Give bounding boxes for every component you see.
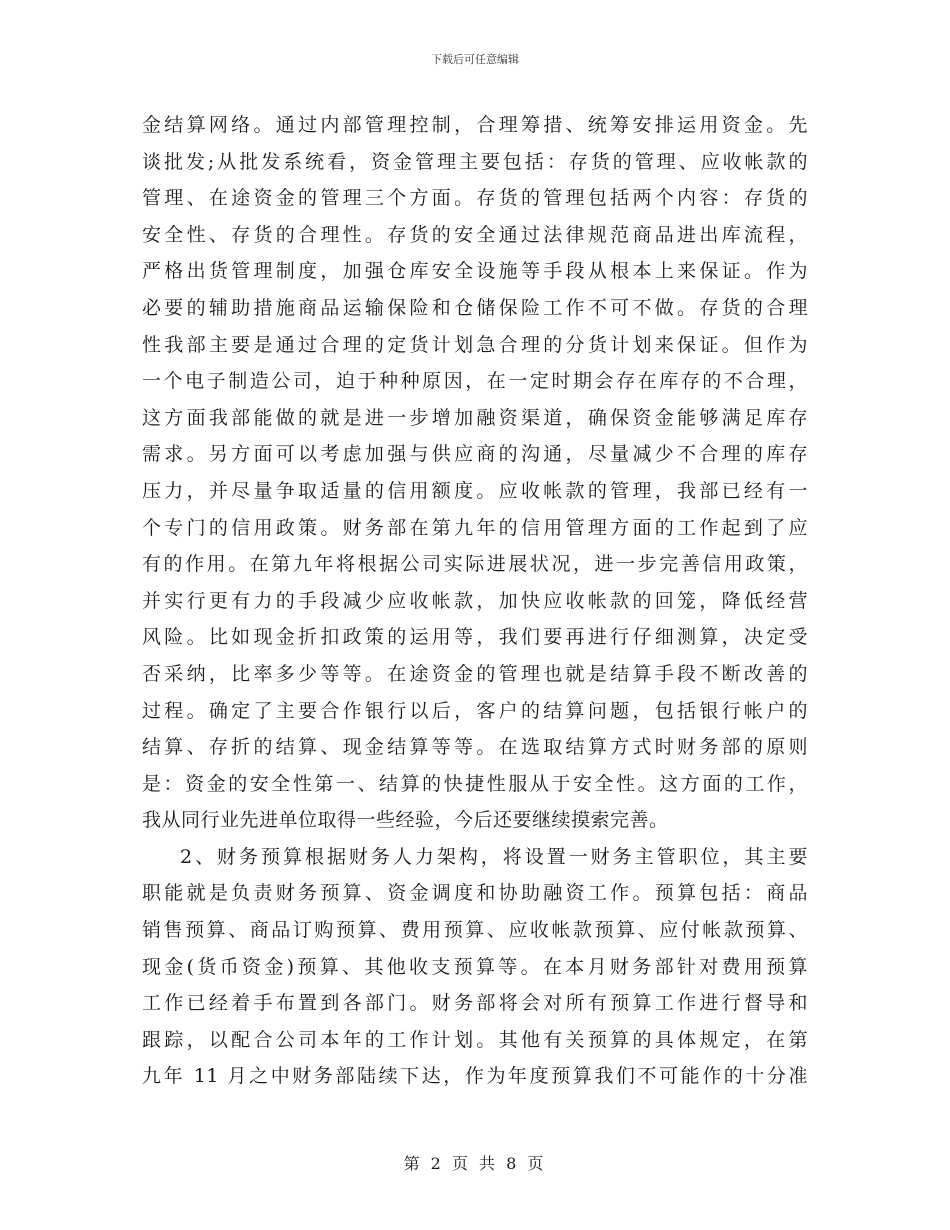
text-line: 跟踪，以配合公司本年的工作计划。其他有关预算的具体规定，在第	[142, 1028, 808, 1051]
text-line: 并实行更有力的手段减少应收帐款，加快应收帐款的回笼，降低经营	[142, 589, 808, 612]
text-line: 有的作用。在第九年将根据公司实际进展状况，进一步完善信用政策，	[142, 553, 808, 576]
text-line: 过程。确定了主要合作银行以后，客户的结算问题，包括银行帐户的	[142, 699, 808, 722]
text-line: 是：资金的安全性第一、结算的快捷性服从于安全性。这方面的工作，	[142, 772, 808, 795]
text-line: 一个电子制造公司，迫于种种原因，在一定时期会存在库存的不合理，	[142, 370, 808, 393]
text-line: 个专门的信用政策。财务部在第九年的信用管理方面的工作起到了应	[142, 516, 808, 539]
text-line: 管理、在途资金的管理三个方面。存货的管理包括两个内容：存货的	[142, 187, 808, 210]
text-line: 压力，并尽量争取适量的信用额度。应收帐款的管理，我部已经有一	[142, 479, 808, 502]
document-body	[142, 107, 808, 1095]
page-header-note: 下载后可任意编辑	[431, 53, 519, 66]
text-line: 职能就是负责财务预算、资金调度和协助融资工作。预算包括：商品	[142, 882, 808, 905]
text-line: 安全性、存货的合理性。存货的安全通过法律规范商品进出库流程，	[142, 223, 808, 246]
text-line: 工作已经着手布置到各部门。财务部将会对所有预算工作进行督导和	[142, 992, 808, 1015]
text-line: 现金(货币资金)预算、其他收支预算等。在本月财务部针对费用预算	[142, 955, 808, 978]
paragraph-end-line: 我从同行业先进单位取得一些经验，今后还要继续摸索完善。	[142, 809, 669, 832]
page-number: 第 2 页 共 8 页	[403, 1154, 547, 1173]
text-line: 性我部主要是通过合理的定货计划急合理的分货计划来保证。但作为	[142, 333, 808, 356]
text-line: 谈批发;从批发系统看，资金管理主要包括：存货的管理、应收帐款的	[142, 150, 808, 173]
text-line: 销售预算、商品订购预算、费用预算、应收帐款预算、应付帐款预算、	[142, 919, 808, 942]
text-line: 否采纳，比率多少等等。在途资金的管理也就是结算手段不断改善的	[142, 662, 808, 685]
text-line: 严格出货管理制度，加强仓库安全设施等手段从根本上来保证。作为	[142, 260, 808, 283]
text-line: 风险。比如现金折扣政策的运用等，我们要再进行仔细测算，决定受	[142, 626, 808, 649]
text-line: 需求。另方面可以考虑加强与供应商的沟通，尽量减少不合理的库存	[142, 443, 808, 466]
text-line: 结算、存折的结算、现金结算等等。在选取结算方式时财务部的原则	[142, 736, 808, 759]
text-line: 这方面我部能做的就是进一步增加融资渠道，确保资金能够满足库存	[142, 406, 808, 429]
text-line: 九年 11 月之中财务部陆续下达，作为年度预算我们不可能作的十分准	[142, 1065, 808, 1088]
text-line: 金结算网络。通过内部管理控制，合理筹措、统筹安排运用资金。先	[142, 114, 808, 136]
text-line: 必要的辅助措施商品运输保险和仓储保险工作不可不做。存货的合理	[142, 296, 808, 319]
paragraph-start-line: 2、财务预算根据财务人力架构，将设置一财务主管职位，其主要	[180, 845, 808, 868]
